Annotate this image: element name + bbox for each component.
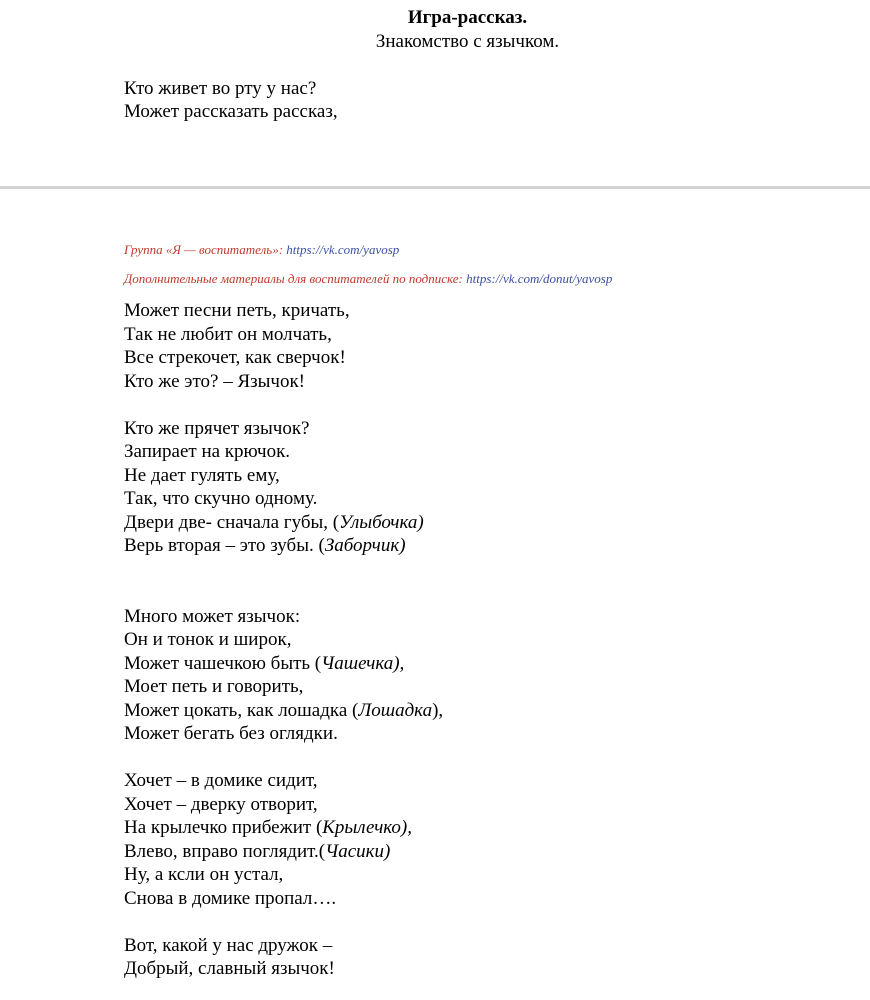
poem-line-text: На крылечко прибежит (	[124, 817, 323, 838]
poem-stanza-3	[124, 605, 443, 746]
promo-group-line	[124, 242, 399, 257]
promo-extra-link[interactable]: https://vk.com/donut/yavosp	[466, 271, 613, 286]
poem-line	[124, 652, 443, 676]
poem-line: Кто же это? – Язычок!	[124, 370, 306, 392]
poem-line: Не дает гулять ему,	[124, 464, 280, 486]
exercise-hint: Крылечко),	[322, 817, 413, 838]
poem-line: Вот, какой у нас дружок –	[124, 934, 333, 956]
poem-line: Ну, а ксли он устал,	[124, 864, 284, 885]
poem-line	[124, 840, 443, 864]
poem-line: Может песни петь, кричать,	[124, 300, 350, 321]
exercise-hint: Чашечка),	[321, 652, 405, 674]
intro-line: Может рассказать рассказ,	[124, 101, 338, 122]
poem-line: Так, что скучно одному.	[124, 488, 318, 509]
poem-line: Кто же прячет язычок?	[124, 417, 310, 439]
poem-line: Все стрекочет, как сверчок!	[124, 347, 346, 368]
document-title: Игра-рассказ.	[407, 7, 528, 28]
promo-group-link[interactable]: https://vk.com/yavosp	[286, 242, 400, 257]
document-subtitle: Знакомство с язычком.	[375, 31, 560, 52]
poem-line: Так не любит он молчать,	[124, 323, 332, 345]
poem-line: Хочет – в домике сидит,	[124, 770, 318, 791]
poem-stanza-5	[124, 934, 443, 981]
poem-line: Добрый, славный язычок!	[124, 958, 335, 979]
poem-line-tail: ),	[432, 699, 444, 721]
exercise-hint: Заборчик)	[324, 535, 406, 556]
exercise-hint: Часики)	[325, 840, 391, 862]
poem-line-text: Влево, вправо поглядит.(	[124, 840, 326, 862]
poem-line: Запирает на крючок.	[124, 441, 291, 462]
intro-block	[124, 77, 338, 123]
poem-line: Моет петь и говорить,	[124, 676, 304, 697]
poem-line	[124, 511, 443, 535]
poem-line: Хочет – дверку отворит,	[124, 793, 318, 815]
poem-line-text: Двери две- сначала губы, (	[124, 511, 340, 533]
poem-line	[124, 534, 443, 558]
poem-line: Много может язычок:	[124, 605, 301, 627]
poem-line-text: Может чашечкою быть (	[124, 652, 322, 674]
promo-extra-label: Дополнительные материалы для воспитателей по подписке:	[124, 271, 463, 286]
poem-line-text: Может цокать, как лошадка (	[124, 699, 359, 721]
poem-line	[124, 699, 443, 723]
poem-stanza-2	[124, 417, 443, 558]
poem-line: Он и тонок и широк,	[124, 629, 292, 650]
exercise-hint: Улыбочка)	[339, 511, 424, 533]
poem-line: Снова в домике пропал….	[124, 887, 337, 909]
poem-body	[124, 299, 443, 981]
promo-group-label: Группа «Я — воспитатель»:	[124, 242, 284, 257]
poem-line-text: Верь вторая – это зубы. (	[124, 535, 325, 556]
poem-stanza-1	[124, 299, 443, 393]
exercise-hint: Лошадка	[358, 699, 433, 721]
poem-stanza-4	[124, 769, 443, 910]
intro-line: Кто живет во рту у нас?	[124, 78, 317, 99]
poem-line: Может бегать без оглядки.	[124, 723, 338, 744]
poem-line	[124, 816, 443, 840]
promo-extra-line	[124, 271, 612, 286]
